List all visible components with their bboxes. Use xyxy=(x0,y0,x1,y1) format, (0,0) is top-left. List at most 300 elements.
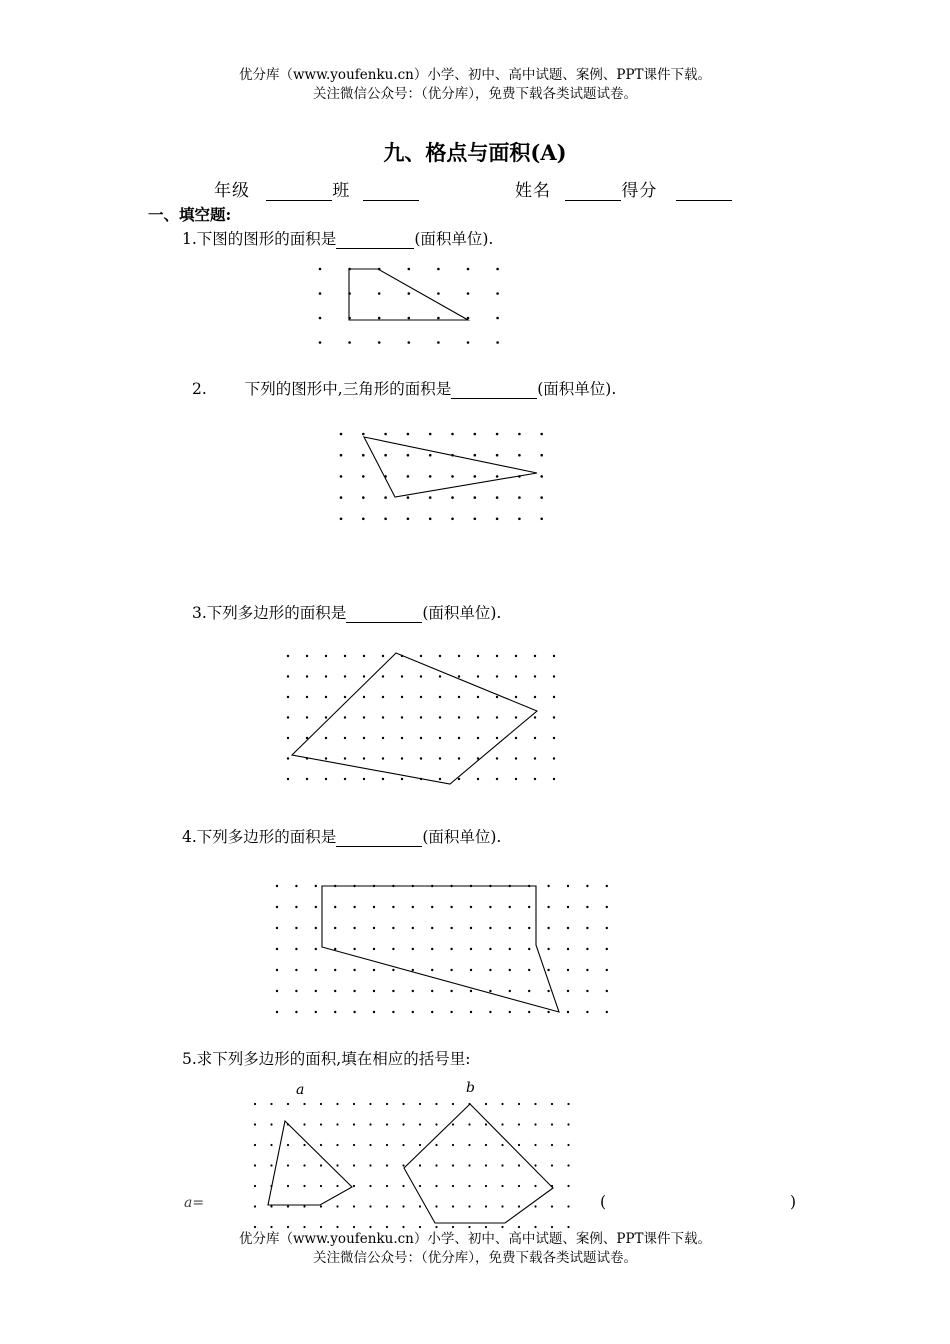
q3-text-before: 下列多边形的面积是 xyxy=(206,604,347,622)
grid-dot xyxy=(303,1185,305,1187)
grid-dot xyxy=(386,1226,388,1228)
grid-dot xyxy=(458,778,460,780)
grid-dot xyxy=(496,778,498,780)
grid-dot xyxy=(534,737,536,739)
q5-label-a: a xyxy=(296,1082,305,1098)
grid-dot xyxy=(515,655,517,657)
grid-dot xyxy=(353,1226,355,1228)
q3-answer-blank[interactable] xyxy=(346,605,422,623)
grid-dot xyxy=(392,1011,394,1013)
grid-dot xyxy=(485,1226,487,1228)
grid-dot xyxy=(303,1103,305,1105)
grid-dot xyxy=(336,1103,338,1105)
q5-dot-grid xyxy=(254,1103,570,1228)
grid-dot xyxy=(320,1123,322,1125)
grid-dot xyxy=(450,990,452,992)
grid-dot xyxy=(369,1123,371,1125)
grid-dot xyxy=(420,737,422,739)
grid-dot xyxy=(412,948,414,950)
grid-dot xyxy=(567,1205,569,1207)
grid-dot xyxy=(412,969,414,971)
grid-dot xyxy=(489,927,491,929)
grid-dot xyxy=(477,655,479,657)
grid-dot xyxy=(270,1103,272,1105)
grid-dot xyxy=(540,433,543,436)
grid-dot xyxy=(315,927,317,929)
grid-dot xyxy=(287,1205,289,1207)
grid-dot xyxy=(474,475,477,478)
grid-dot xyxy=(547,906,549,908)
grid-dot xyxy=(334,990,336,992)
grid-dot xyxy=(515,778,517,780)
grid-dot xyxy=(276,948,278,950)
grid-dot xyxy=(586,990,588,992)
grid-dot xyxy=(551,1123,553,1125)
grid-dot xyxy=(407,518,410,521)
grid-dot xyxy=(451,496,454,499)
grid-dot xyxy=(287,675,289,677)
grid-dot xyxy=(369,1226,371,1228)
grid-dot xyxy=(567,1226,569,1228)
grid-dot xyxy=(303,1205,305,1207)
grid-dot xyxy=(540,475,543,478)
grid-dot xyxy=(373,906,375,908)
grid-dot xyxy=(567,1164,569,1166)
q5-label-b: b xyxy=(466,1080,475,1096)
grid-dot xyxy=(420,716,422,718)
grid-dot xyxy=(407,433,410,436)
grid-dot xyxy=(353,1103,355,1105)
q4-answer-blank[interactable] xyxy=(336,829,422,847)
grid-dot xyxy=(325,655,327,657)
grid-dot xyxy=(315,969,317,971)
grid-dot xyxy=(407,475,410,478)
grid-dot xyxy=(534,1185,536,1187)
grid-dot xyxy=(551,1144,553,1146)
grid-dot xyxy=(319,317,322,320)
q5b-polygon xyxy=(404,1104,553,1223)
grid-dot xyxy=(384,518,387,521)
grid-dot xyxy=(325,675,327,677)
grid-dot xyxy=(501,1185,503,1187)
grid-dot xyxy=(363,675,365,677)
q2-triangle xyxy=(364,437,537,497)
grid-dot xyxy=(528,948,530,950)
grid-dot xyxy=(501,1164,503,1166)
grid-dot xyxy=(363,737,365,739)
grid-dot xyxy=(392,927,394,929)
grid-dot xyxy=(336,1164,338,1166)
grid-dot xyxy=(348,341,351,344)
grid-dot xyxy=(518,1226,520,1228)
grid-dot xyxy=(547,948,549,950)
q2-number: 2. xyxy=(192,380,207,398)
grid-dot xyxy=(477,778,479,780)
grid-dot xyxy=(474,496,477,499)
grid-dot xyxy=(336,1185,338,1187)
grid-dot xyxy=(435,1103,437,1105)
q3-number: 3. xyxy=(192,604,207,622)
grid-dot xyxy=(547,927,549,929)
name-label: 姓名 xyxy=(515,181,551,201)
grid-dot xyxy=(439,716,441,718)
grid-dot xyxy=(450,927,452,929)
grid-dot xyxy=(287,1103,289,1105)
grid-dot xyxy=(320,1185,322,1187)
grid-dot xyxy=(509,969,511,971)
grid-dot xyxy=(567,969,569,971)
grid-dot xyxy=(528,969,530,971)
grid-dot xyxy=(382,655,384,657)
grid-dot xyxy=(401,716,403,718)
grid-dot xyxy=(567,1144,569,1146)
grid-dot xyxy=(534,1144,536,1146)
grid-dot xyxy=(295,948,297,950)
grid-dot xyxy=(509,990,511,992)
grid-dot xyxy=(553,778,555,780)
grid-dot xyxy=(551,1226,553,1228)
grid-dot xyxy=(518,1185,520,1187)
grid-dot xyxy=(470,906,472,908)
grid-dot xyxy=(485,1144,487,1146)
grid-dot xyxy=(373,1011,375,1013)
grid-dot xyxy=(315,1011,317,1013)
grid-dot xyxy=(401,696,403,698)
grid-dot xyxy=(437,341,440,344)
question-4 xyxy=(182,825,501,847)
grid-dot xyxy=(325,737,327,739)
grid-dot xyxy=(496,317,499,320)
q5-answer-a-prefix: a= xyxy=(184,1195,205,1211)
grid-dot xyxy=(319,292,322,295)
grid-dot xyxy=(402,1144,404,1146)
grid-dot xyxy=(437,268,440,271)
grid-dot xyxy=(362,518,365,521)
q1-number: 1. xyxy=(182,230,197,248)
grid-dot xyxy=(270,1205,272,1207)
q5-paren-close: ) xyxy=(790,1193,797,1211)
grid-dot xyxy=(518,1205,520,1207)
grid-dot xyxy=(553,757,555,759)
header-line-2: 关注微信公众号：（优分库），免费下载各类试题试卷。 xyxy=(313,86,637,102)
grid-dot xyxy=(382,737,384,739)
grid-dot xyxy=(458,757,460,759)
grid-dot xyxy=(496,716,498,718)
grid-dot xyxy=(353,948,355,950)
grid-dot xyxy=(518,496,521,499)
grid-dot xyxy=(518,1123,520,1125)
grid-dot xyxy=(287,1144,289,1146)
grid-dot xyxy=(553,675,555,677)
grid-dot xyxy=(496,655,498,657)
grid-dot xyxy=(485,1205,487,1207)
grid-dot xyxy=(468,1164,470,1166)
grid-dot xyxy=(373,990,375,992)
grid-dot xyxy=(567,1123,569,1125)
grid-dot xyxy=(468,1144,470,1146)
grid-dot xyxy=(373,948,375,950)
grid-dot xyxy=(451,475,454,478)
grid-dot xyxy=(518,1164,520,1166)
grid-dot xyxy=(586,948,588,950)
grid-dot xyxy=(452,1123,454,1125)
grid-dot xyxy=(340,518,343,521)
grid-dot xyxy=(470,1011,472,1013)
grid-dot xyxy=(429,433,432,436)
grid-dot xyxy=(540,454,543,457)
grid-dot xyxy=(496,341,499,344)
question-2 xyxy=(192,377,616,399)
grid-dot xyxy=(450,948,452,950)
grid-dot xyxy=(254,1226,256,1228)
grid-dot xyxy=(369,1205,371,1207)
page-title: 九、格点与面积(A) xyxy=(383,140,567,165)
grid-dot xyxy=(439,675,441,677)
grid-dot xyxy=(606,906,608,908)
grid-dot xyxy=(320,1103,322,1105)
grid-dot xyxy=(547,969,549,971)
grid-dot xyxy=(468,1205,470,1207)
grid-dot xyxy=(485,1164,487,1166)
grid-dot xyxy=(402,1123,404,1125)
grid-dot xyxy=(373,927,375,929)
grid-dot xyxy=(306,675,308,677)
grid-dot xyxy=(295,969,297,971)
grid-dot xyxy=(567,906,569,908)
grid-dot xyxy=(382,716,384,718)
q4-number: 4. xyxy=(182,828,197,846)
grid-dot xyxy=(334,969,336,971)
grid-dot xyxy=(412,1011,414,1013)
grid-dot xyxy=(315,885,317,887)
grid-dot xyxy=(287,716,289,718)
q4-text-before: 下列多边形的面积是 xyxy=(196,828,337,846)
grid-dot xyxy=(373,969,375,971)
grid-dot xyxy=(362,454,365,457)
grid-dot xyxy=(489,969,491,971)
grid-dot xyxy=(431,1011,433,1013)
grid-dot xyxy=(287,757,289,759)
grid-dot xyxy=(518,518,521,521)
q5-text: 求下列多边形的面积,填在相应的括号里: xyxy=(196,1050,471,1068)
grid-dot xyxy=(353,969,355,971)
grid-dot xyxy=(287,1185,289,1187)
grid-dot xyxy=(477,716,479,718)
grid-dot xyxy=(402,1185,404,1187)
grid-dot xyxy=(420,675,422,677)
grid-dot xyxy=(452,1205,454,1207)
grid-dot xyxy=(353,1123,355,1125)
grid-dot xyxy=(518,1144,520,1146)
grid-dot xyxy=(586,927,588,929)
grid-dot xyxy=(496,454,499,457)
grid-dot xyxy=(515,757,517,759)
grid-dot xyxy=(382,778,384,780)
grid-dot xyxy=(344,778,346,780)
grid-dot xyxy=(477,675,479,677)
grid-dot xyxy=(458,655,460,657)
grid-dot xyxy=(515,696,517,698)
grid-dot xyxy=(407,454,410,457)
grid-dot xyxy=(420,655,422,657)
grid-dot xyxy=(470,927,472,929)
grid-dot xyxy=(553,716,555,718)
grid-dot xyxy=(287,778,289,780)
q2-answer-blank[interactable] xyxy=(451,381,537,399)
grid-dot xyxy=(485,1103,487,1105)
grid-dot xyxy=(287,655,289,657)
grid-dot xyxy=(401,737,403,739)
grid-dot xyxy=(344,696,346,698)
grid-dot xyxy=(362,496,365,499)
grid-dot xyxy=(334,1011,336,1013)
grid-dot xyxy=(325,716,327,718)
class-label: 班 xyxy=(332,181,351,201)
grid-dot xyxy=(534,1123,536,1125)
grid-dot xyxy=(586,885,588,887)
grid-dot xyxy=(485,1185,487,1187)
grid-dot xyxy=(369,1164,371,1166)
grid-dot xyxy=(452,1164,454,1166)
grid-dot xyxy=(254,1144,256,1146)
grid-dot xyxy=(401,675,403,677)
grid-dot xyxy=(534,696,536,698)
grid-dot xyxy=(606,1011,608,1013)
grid-dot xyxy=(467,341,470,344)
grid-dot xyxy=(353,1011,355,1013)
grid-dot xyxy=(295,927,297,929)
grid-dot xyxy=(496,268,499,271)
grid-dot xyxy=(276,969,278,971)
grid-dot xyxy=(392,969,394,971)
footer-line-1: 优分库（www.youfenku.cn）小学、初中、高中试题、案例、PPT课件下载。 xyxy=(238,1231,712,1247)
grid-dot xyxy=(534,1226,536,1228)
grid-dot xyxy=(437,292,440,295)
grid-dot xyxy=(528,906,530,908)
grid-dot xyxy=(287,737,289,739)
grid-dot xyxy=(408,268,411,271)
grid-dot xyxy=(435,1123,437,1125)
grid-dot xyxy=(419,1144,421,1146)
grid-dot xyxy=(353,1205,355,1207)
grid-dot xyxy=(450,969,452,971)
grid-dot xyxy=(336,1144,338,1146)
grid-dot xyxy=(270,1144,272,1146)
grid-dot xyxy=(474,518,477,521)
grid-dot xyxy=(606,969,608,971)
grid-dot xyxy=(295,1011,297,1013)
grid-dot xyxy=(353,1164,355,1166)
grid-dot xyxy=(528,990,530,992)
grid-dot xyxy=(378,341,381,344)
grid-dot xyxy=(470,969,472,971)
q2-text-before: 下列的图形中,三角形的面积是 xyxy=(244,380,452,398)
grid-dot xyxy=(534,757,536,759)
grid-dot xyxy=(435,1144,437,1146)
grid-dot xyxy=(344,757,346,759)
grid-dot xyxy=(363,655,365,657)
grid-dot xyxy=(586,969,588,971)
grid-dot xyxy=(496,433,499,436)
grid-dot xyxy=(429,475,432,478)
grid-dot xyxy=(419,1123,421,1125)
grid-dot xyxy=(534,675,536,677)
grid-dot xyxy=(431,948,433,950)
grid-dot xyxy=(435,1226,437,1228)
grid-dot xyxy=(386,1144,388,1146)
grid-dot xyxy=(451,433,454,436)
grid-dot xyxy=(401,778,403,780)
q3-text-after: (面积单位). xyxy=(422,604,502,622)
q2-dot-grid xyxy=(340,433,543,520)
grid-dot xyxy=(270,1164,272,1166)
grid-dot xyxy=(458,675,460,677)
grid-dot xyxy=(468,1185,470,1187)
grid-dot xyxy=(306,778,308,780)
grid-dot xyxy=(477,737,479,739)
grid-dot xyxy=(254,1205,256,1207)
grid-dot xyxy=(254,1185,256,1187)
grid-dot xyxy=(336,1226,338,1228)
grid-dot xyxy=(276,885,278,887)
grid-dot xyxy=(369,1144,371,1146)
grid-dot xyxy=(431,990,433,992)
grid-dot xyxy=(344,716,346,718)
grid-dot xyxy=(470,990,472,992)
grid-dot xyxy=(606,885,608,887)
grid-dot xyxy=(606,990,608,992)
grid-dot xyxy=(468,1123,470,1125)
grid-dot xyxy=(363,716,365,718)
grid-dot xyxy=(515,675,517,677)
grid-dot xyxy=(501,1226,503,1228)
grid-dot xyxy=(320,1164,322,1166)
grid-dot xyxy=(353,906,355,908)
q1-text-before: 下图的图形的面积是 xyxy=(196,230,337,248)
grid-dot xyxy=(518,433,521,436)
grid-dot xyxy=(315,948,317,950)
grid-dot xyxy=(496,696,498,698)
q4-dot-grid xyxy=(276,885,608,1013)
grid-dot xyxy=(315,990,317,992)
grid-dot xyxy=(501,1205,503,1207)
q2-text-after: (面积单位). xyxy=(537,380,617,398)
grid-dot xyxy=(496,475,499,478)
section-heading: 一、填空题: xyxy=(148,205,232,224)
grid-dot xyxy=(340,475,343,478)
grid-dot xyxy=(567,1011,569,1013)
grid-dot xyxy=(435,1185,437,1187)
grid-dot xyxy=(320,1205,322,1207)
grid-dot xyxy=(435,1205,437,1207)
grid-dot xyxy=(509,948,511,950)
grid-dot xyxy=(431,906,433,908)
grid-dot xyxy=(362,433,365,436)
header-line-1: 优分库（www.youfenku.cn）小学、初中、高中试题、案例、PPT课件下载。 xyxy=(238,67,712,83)
grid-dot xyxy=(336,1205,338,1207)
grid-dot xyxy=(540,518,543,521)
grid-dot xyxy=(353,990,355,992)
grid-dot xyxy=(553,737,555,739)
grid-dot xyxy=(439,737,441,739)
grid-dot xyxy=(501,1103,503,1105)
grid-dot xyxy=(496,496,499,499)
grid-dot xyxy=(363,757,365,759)
grid-dot xyxy=(407,496,410,499)
grid-dot xyxy=(384,433,387,436)
grid-dot xyxy=(369,1185,371,1187)
grid-dot xyxy=(254,1103,256,1105)
